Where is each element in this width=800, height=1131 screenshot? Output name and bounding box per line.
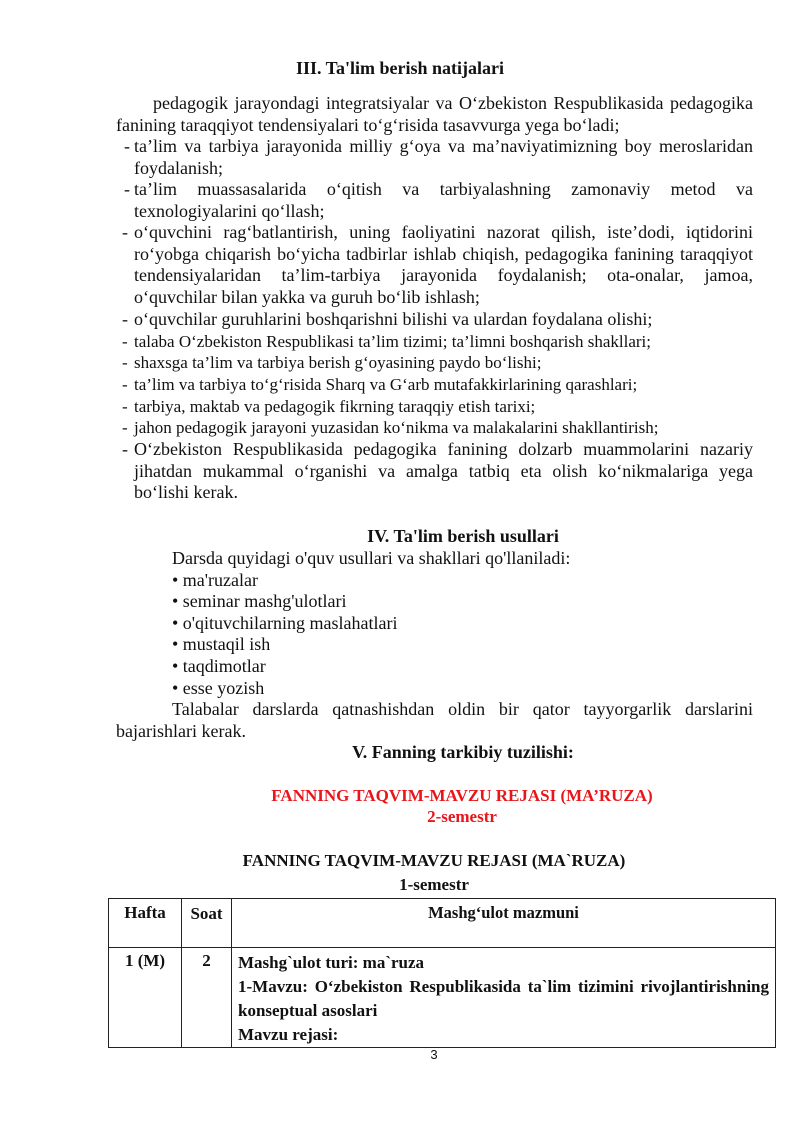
table-header-row [109,899,776,948]
list-item-text: o‘quvchilar guruhlarini boshqarishni bilishi va ulardan foydalana olishi; [134,309,653,329]
table-title: FANNING TAQVIM-MAVZU REJASI (MA`RUZA) [242,851,626,870]
list-item: - O‘zbekiston Respublikasida pedagogika fanining dolzarb muammolarini nazariy jihatdan mukammal o‘rganishi va amalga tatbiq eta olish ko‘nikmalariga yega bo‘lishi kerak. [116,439,753,504]
method-item: • o'qituvchilarning maslahatlari [172,613,398,633]
table-semester: 1-semestr [399,875,469,894]
method-item: • taqdimotlar [172,656,266,676]
page-number: 3 [430,1047,438,1062]
cell-hours: 2 [182,948,232,1048]
list-item: - tarbiya, maktab va pedagogik fikrning taraqqiy etish tarixi; [116,396,753,418]
list-item: - talaba O‘zbekiston Respublikasi ta’lim tizimi; ta’limni boshqarish shakllari; [116,331,753,353]
section-4-heading: IV. Ta'lim berish usullari [367,526,559,546]
list-item-text: talaba O‘zbekiston Respublikasi ta’lim tizimi; ta’limni boshqarish shakllari; [134,332,651,351]
col-header-content: Mashg‘ulot mazmuni [232,899,776,948]
cell-week: 1 (M) [109,948,182,1048]
list-item: - ta’lim va tarbiya to‘g‘risida Sharq va G‘arb mutafakkirlarining qarashlari; [116,374,753,396]
list-item-text: o‘quvchini rag‘batlantirish, uning faoliyatini nazorat qilish, iste’dodi, iqtidorini ro‘yobga chiqarish bo‘yicha tadbirlar ishlab chiqish, pedagogika fanining taraqqiyot tendensiyalaridan ta’lim-tarbiya jarayonida foydalanish; ota-onalar, jamoa, o‘quvchilar bilan yakka va guruh bo‘lib ishlash; [134,222,753,307]
calendar-plan-table [108,898,776,1048]
section-3-intro: pedagogik jarayondagi integratsiyalar va O‘zbekiston Respublikasida pedagogika fanining taraqqiyot tendensiyalari to‘g‘risida tasavvurga yega bo‘ladi; [116,93,753,135]
lesson-plan-label: Mavzu rejasi: [238,1025,339,1044]
col-header-week: Hafta [109,899,182,948]
list-item: - ta’lim va tarbiya jarayonida milliy g‘oya va ma’naviyatimizning boy meroslaridan foydalanish; [116,136,753,179]
section-4-intro: Darsda quyidagi o'quv usullari va shakllari qo'llaniladi: [172,548,571,568]
col-header-hours: Soat [182,899,232,948]
list-item: - ta’lim muassasalarida o‘qitish va tarbiyalashning zamonaviy metod va texnologiyalarini qo‘llash; [116,179,753,222]
red-plan-title: FANNING TAQVIM-MAVZU REJASI (MA’RUZA) [271,786,653,805]
method-item: • ma'ruzalar [172,570,258,590]
list-item-text: ta’lim va tarbiya jarayonida milliy g‘oya va ma’naviyatimizning boy meroslaridan foydalanish; [134,136,753,178]
method-item: • seminar mashg'ulotlari [172,591,347,611]
list-item-text: tarbiya, maktab va pedagogik fikrning taraqqiy etish tarixi; [134,397,536,416]
section-4-outro: Talabalar darslarda qatnashishdan oldin bir qator tayyorgarlik darslarini bajarishlari kerak. [116,699,753,741]
list-item-text: shaxsga ta’lim va tarbiya berish g‘oyasining paydo bo‘lishi; [134,353,542,372]
lesson-type: Mashg`ulot turi: ma`ruza [238,953,425,972]
lesson-topic: 1-Mavzu: O‘zbekiston Respublikasida ta`lim tizimini rivojlantirishning konseptual asoslari [238,977,769,1020]
section-3-heading: III. Ta'lim berish natijalari [295,58,505,78]
list-item: - o‘quvchini rag‘batlantirish, uning faoliyatini nazorat qilish, iste’dodi, iqtidorini ro‘yobga chiqarish bo‘yicha tadbirlar ishlab chiqish, pedagogika fanining taraqqiyot tendensiyalaridan ta’lim-tarbiya jarayonida foydalanish; ota-onalar, jamoa, o‘quvchilar bilan yakka va guruh bo‘lib ishlash; [116,222,753,308]
list-item-text: ta’lim muassasalarida o‘qitish va tarbiyalashning zamonaviy metod va texnologiyalarini qo‘llash; [134,179,753,221]
section-5-heading: V. Fanning tarkibiy tuzilishi: [352,742,574,762]
red-semester: 2-semestr [427,807,497,826]
list-item: - o‘quvchilar guruhlarini boshqarishni bilishi va ulardan foydalana olishi; [116,309,753,331]
method-item: • esse yozish [172,678,265,698]
list-item-text: ta’lim va tarbiya to‘g‘risida Sharq va G‘arb mutafakkirlarining qarashlari; [134,375,638,394]
method-item: • mustaqil ish [172,634,271,654]
list-item-text: jahon pedagogik jarayoni yuzasidan ko‘nikma va malakalarini shakllantirish; [134,418,659,437]
list-item: - shaxsga ta’lim va tarbiya berish g‘oyasining paydo bo‘lishi; [116,352,753,374]
list-item: - jahon pedagogik jarayoni yuzasidan ko‘nikma va malakalarini shakllantirish; [116,417,753,439]
list-item-text: O‘zbekiston Respublikasida pedagogika fanining dolzarb muammolarini nazariy jihatdan mukammal o‘rganishi va amalga tatbiq eta olish ko‘nikmalariga yega bo‘lishi kerak. [134,439,753,502]
table-row [109,948,776,1048]
cell-content [232,948,776,1048]
